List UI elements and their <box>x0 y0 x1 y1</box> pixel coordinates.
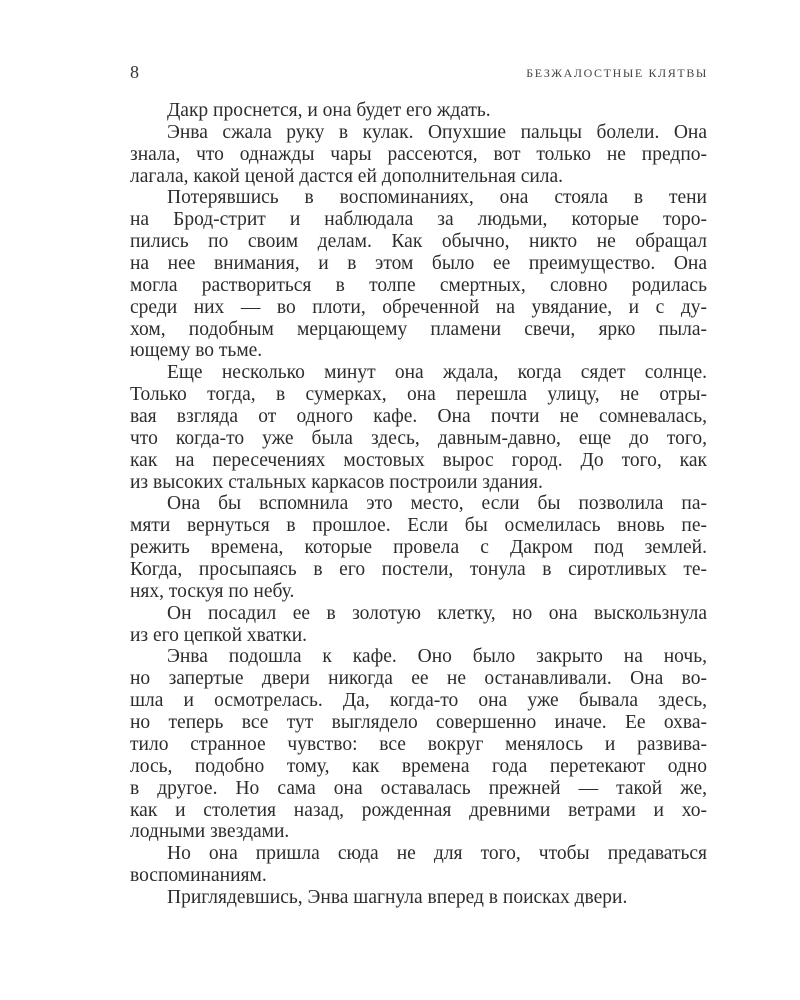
text-line: из высоких стальных каркасов построили здания. <box>130 471 543 493</box>
paragraph <box>130 122 707 188</box>
text-line: воспоминаниям. <box>130 865 267 887</box>
text-line: как и столетия назад, рожденная древними ветрами и хо- <box>130 799 707 821</box>
text-line: среди них — во плоти, обреченной на увядание, и с ду- <box>130 296 707 318</box>
text-line: как на пересечениях мостовых вырос город. До того, как <box>130 449 707 471</box>
text-line: Дакр проснется, и она будет его ждать. <box>167 100 491 121</box>
text-line: что когда-то уже была здесь, давным-давно, еще до того, <box>130 427 707 449</box>
page-body-text <box>130 100 707 909</box>
paragraph <box>130 843 707 887</box>
text-line: ющему во тьме. <box>130 340 263 362</box>
text-line: лагала, какой ценой дастся ей дополнительная сила. <box>130 165 564 187</box>
paragraph <box>130 603 707 647</box>
text-line: Только тогда, в сумерках, она перешла улицу, не отры- <box>130 384 707 406</box>
text-line: тило странное чувство: все вокруг менялось и развива- <box>130 733 707 755</box>
paragraph <box>130 493 707 602</box>
paragraph <box>130 646 707 843</box>
text-line: но запертые двери никогда ее не останавливали. Она во- <box>130 668 707 690</box>
text-line: мяти вернуться в прошлое. Если бы осмелилась вновь пе- <box>130 515 707 537</box>
text-line: могла раствориться в толпе смертных, словно родилась <box>130 274 707 296</box>
text-line: Когда, просыпаясь в его постели, тонула в сиротливых те- <box>130 559 707 581</box>
text-line: Она бы вспомнила это место, если бы позволила па- <box>167 493 707 515</box>
text-line: хом, подобным мерцающему пламени свечи, ярко пыла- <box>130 318 707 340</box>
text-line: вая взгляда от одного кафе. Она почти не сомневалась, <box>130 406 707 428</box>
paragraph <box>130 887 707 909</box>
text-line: на Брод-стрит и наблюдала за людьми, которые торо- <box>130 209 707 231</box>
text-line: на нее внимания, и в этом было ее преимущество. Она <box>130 253 707 275</box>
text-line: Приглядевшись, Энва шагнула вперед в поисках двери. <box>167 886 628 908</box>
page-number: 8 <box>130 62 139 82</box>
text-line: Но она пришла сюда не для того, чтобы предаваться <box>167 843 707 865</box>
running-title: БЕЗЖАЛОСТНЫЕ КЛЯТВЫ <box>526 66 708 80</box>
text-line: Энва сжала руку в кулак. Опухшие пальцы болели. Она <box>167 121 707 143</box>
text-line: лодными звездами. <box>130 821 290 843</box>
paragraph <box>130 100 707 122</box>
text-line: Еще несколько минут она ждала, когда сядет солнце. <box>167 362 707 384</box>
text-line: но теперь все тут выглядело совершенно иначе. Ее охва- <box>130 712 707 734</box>
text-line: пились по своим делам. Как обычно, никто не обращал <box>130 231 707 253</box>
text-line: Он посадил ее в золотую клетку, но она выскользнула <box>167 602 707 624</box>
text-line: Потерявшись в воспоминаниях, она стояла в тени <box>167 187 707 209</box>
text-line: из его цепкой хватки. <box>130 624 308 646</box>
text-line: в другое. Но сама она оставалась прежней — такой же, <box>130 777 707 799</box>
paragraph <box>130 362 707 493</box>
text-line: знала, что однажды чары рассеются, вот только не предпо- <box>130 143 707 165</box>
text-line: режить времена, которые провела с Дакром под землей. <box>130 537 707 559</box>
text-line: шла и осмотрелась. Да, когда-то она уже бывала здесь, <box>130 690 707 712</box>
text-line: лось, подобно тому, как времена года перетекают одно <box>130 755 707 777</box>
text-line: Энва подошла к кафе. Оно было закрыто на ночь, <box>167 646 707 668</box>
paragraph <box>130 187 707 362</box>
text-line: нях, тоскуя по небу. <box>130 580 295 602</box>
